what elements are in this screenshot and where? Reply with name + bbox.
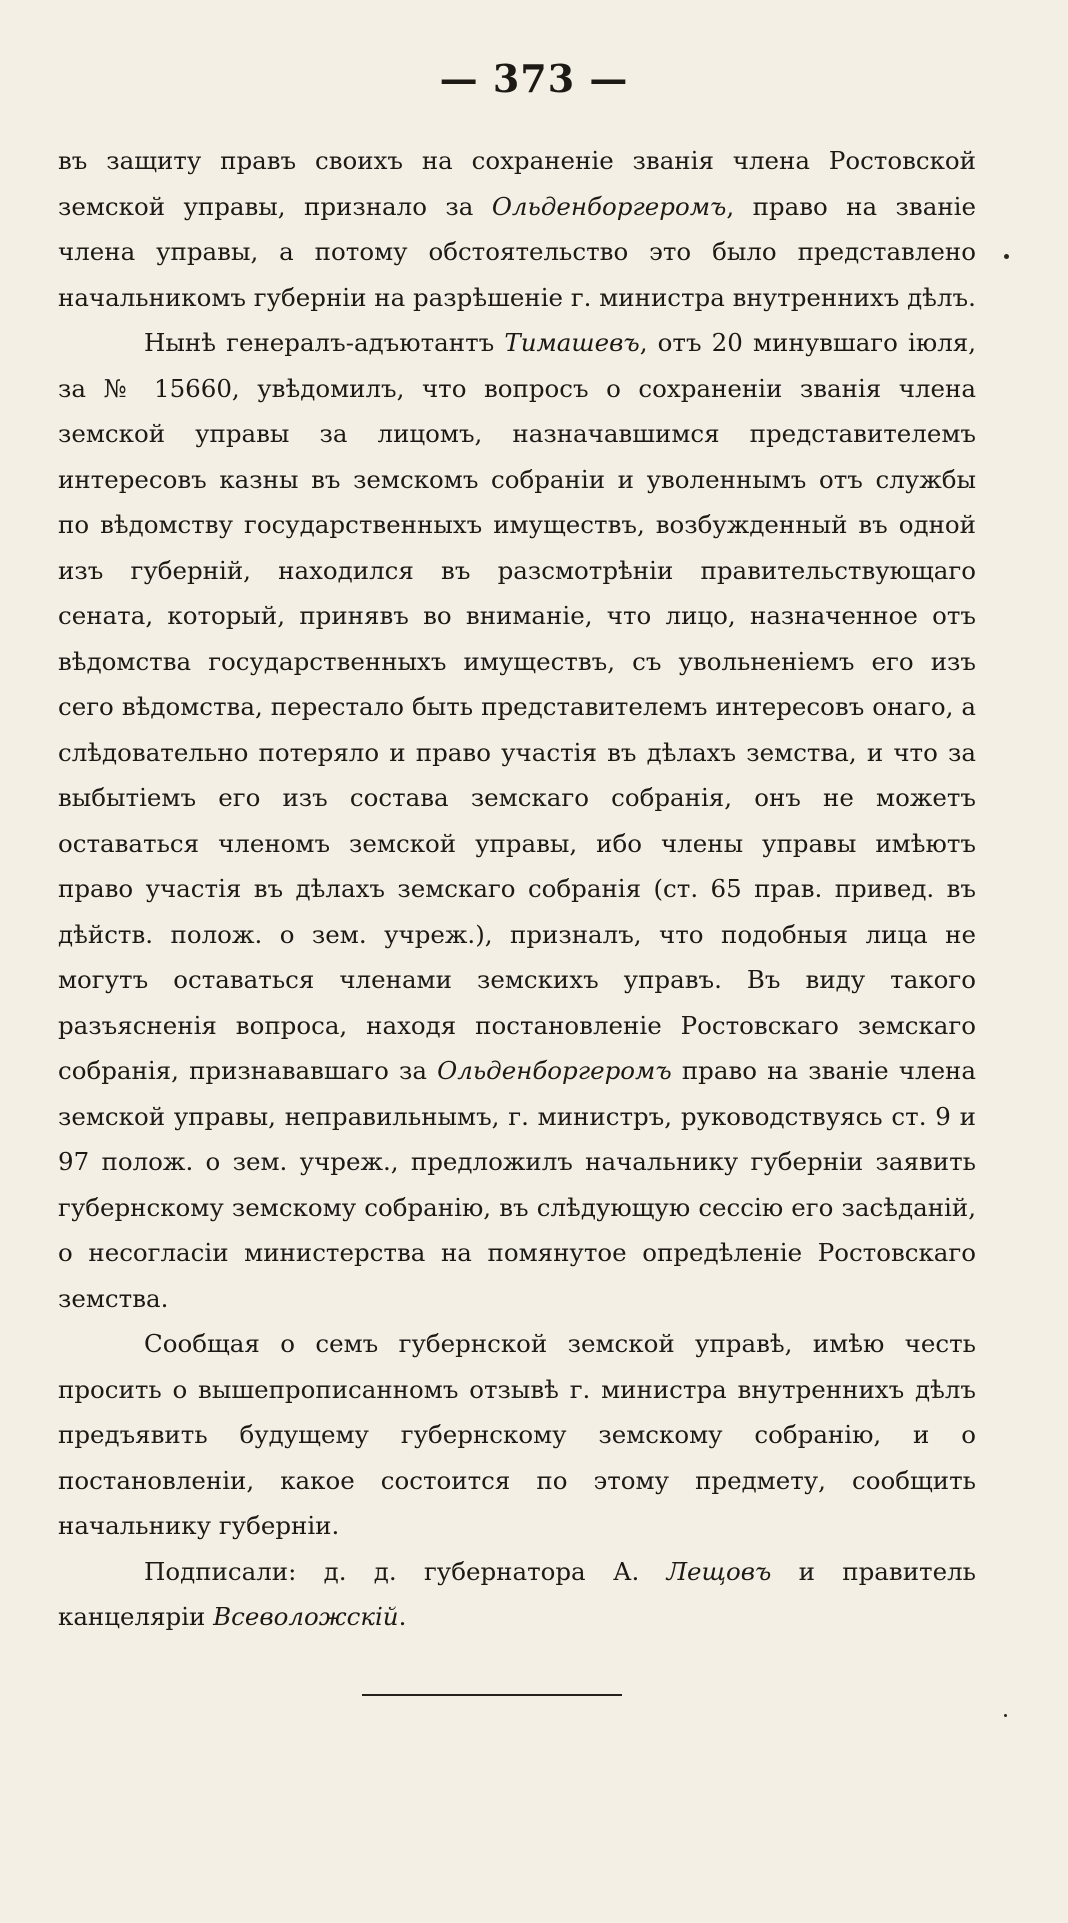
person-name: Лещовъ bbox=[666, 1556, 772, 1586]
ink-speck bbox=[1004, 254, 1009, 259]
body-text bbox=[58, 138, 976, 1640]
text-run: . bbox=[398, 1602, 407, 1631]
person-name: Всеволожскій bbox=[213, 1602, 399, 1631]
paragraph-request bbox=[58, 1321, 976, 1549]
paragraph-continuation bbox=[58, 138, 976, 320]
text-run: въ защиту правъ своихъ на сохраненіе званія члена Ростовской земской управы, признало за bbox=[58, 146, 976, 221]
text-run: и правитель канцеляріи bbox=[58, 1556, 976, 1631]
paragraph-signatures bbox=[58, 1549, 976, 1640]
text-run: Подписали: д. д. губернатора А. bbox=[144, 1556, 667, 1586]
person-name: Тимашевъ bbox=[504, 328, 640, 357]
text-run: , право на званіе члена управы, а потому обстоятельство это было представлено начальникомъ губерніи на разрѣшеніе г. министра внутреннихъ дѣлъ. bbox=[58, 191, 976, 312]
text-run: Сообщая о семъ губернской земской управѣ, имѣю честь просить о вышепрописанномъ отзывѣ г. министра внутреннихъ дѣлъ предъявить будущему губернскому земскому собранію, и о постановленіи, какое состоится по этому предмету, сообщить начальнику губерніи. bbox=[58, 1329, 976, 1540]
text-run: право на званіе члена земской управы, неправильнымъ, г. министръ, руководствуясь ст. 9 и 97 полож. о зем. учреж., предложилъ начальнику губерніи заявить губернскому земскому собранію, въ слѣдующую сессію его засѣданій, о несогласіи министерства на помянутое опредѣленіе Ростовскаго земства. bbox=[58, 1056, 976, 1313]
person-name: Ольденборгеромъ bbox=[491, 191, 727, 221]
section-divider bbox=[362, 1694, 622, 1696]
ink-speck bbox=[1004, 1714, 1007, 1717]
text-run: , отъ 20 минувшаго іюля, за № 15660, увѣдомилъ, что вопросъ о сохраненіи званія члена земской управы за лицомъ, назначавшимся представителемъ интересовъ казны въ земскомъ собраніи и уволеннымъ отъ службы по вѣдомству государственныхъ имуществъ, возбужденный въ одной изъ губерній, находился въ разсмотрѣніи правительствующаго сената, который, принявъ во вниманіе, что лицо, назначенное отъ вѣдомства государственныхъ имуществъ, съ увольненіемъ его изъ сего вѣдомства, перестало быть представителемъ интересовъ онаго, а слѣдовательно потеряло и право участія въ дѣлахъ земства, и что за выбытіемъ его изъ состава земскаго собранія, онъ не можетъ оставаться членомъ земской управы, ибо члены управы имѣютъ право участія въ дѣлахъ земскаго собранія (ст. 65 прав. привед. въ дѣйств. полож. о зем. учреж.), призналъ, что подобныя лица не могутъ оставаться членами земскихъ управъ. Въ виду такого разъясненія вопроса, находя постановленіе Ростовскаго земскаго собранія, признававшаго за bbox=[58, 328, 976, 1085]
paragraph-ministry-decision bbox=[58, 320, 976, 1321]
text-run: Нынѣ генералъ-адъютантъ bbox=[144, 328, 505, 357]
page-number: — 373 — bbox=[439, 56, 629, 101]
person-name: Ольденборгеромъ bbox=[437, 1056, 672, 1085]
